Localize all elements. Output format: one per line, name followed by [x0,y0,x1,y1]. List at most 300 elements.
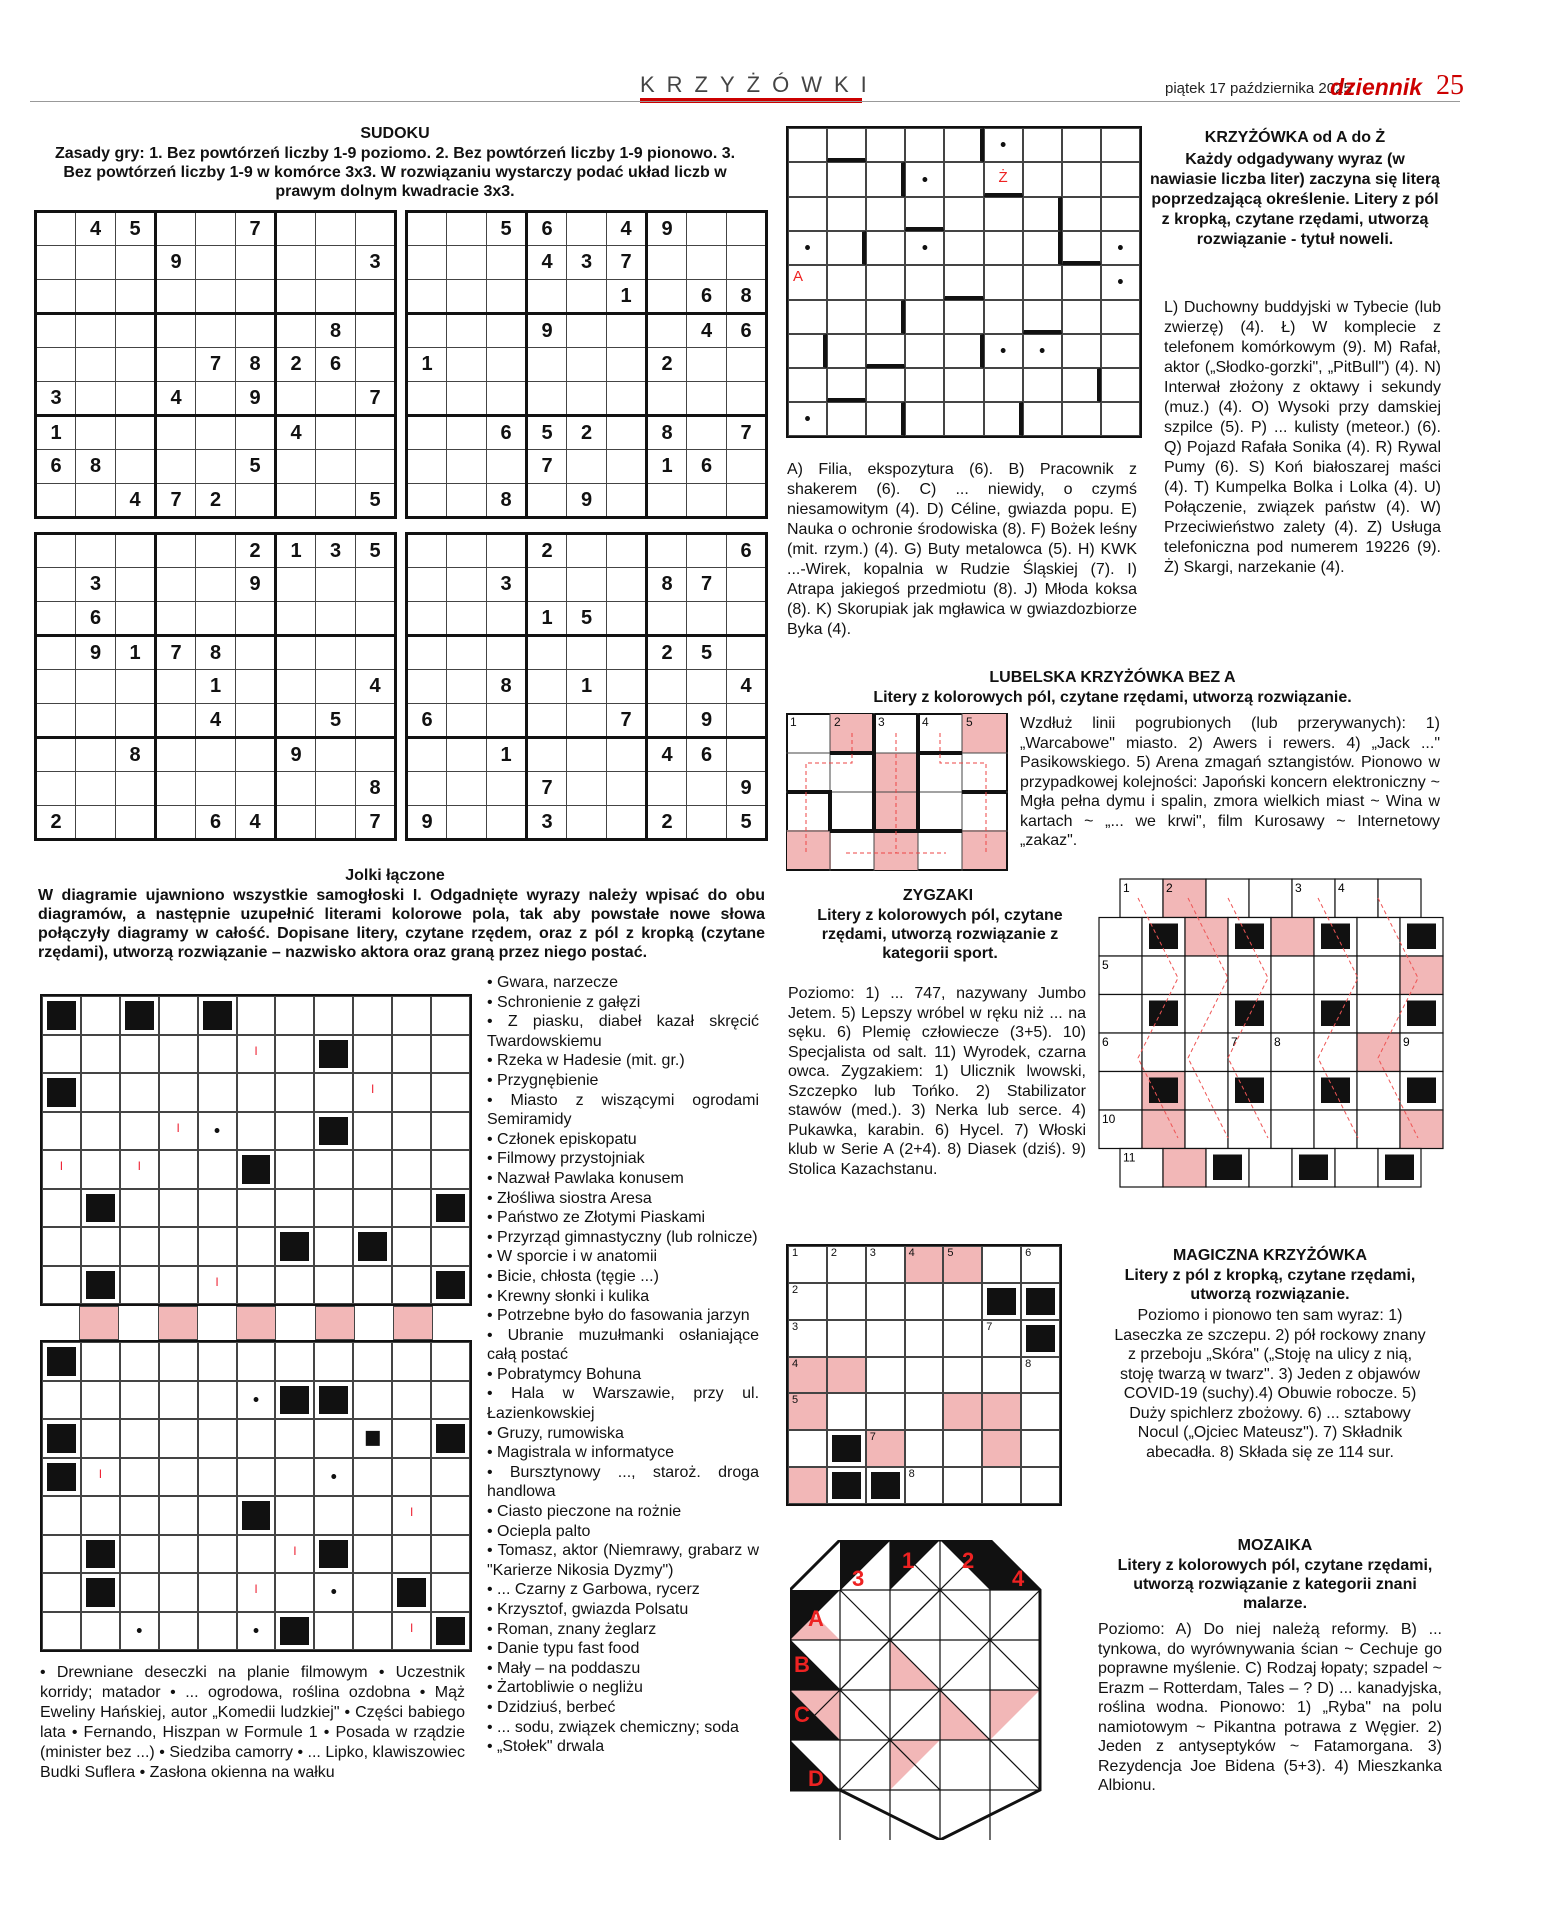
sudoku-cell[interactable] [727,212,767,246]
grid-cell[interactable] [198,1342,237,1381]
grid-cell[interactable] [237,1227,276,1266]
grid-cell[interactable] [431,1035,470,1074]
grid-cell[interactable] [431,1535,470,1574]
grid-cell[interactable] [866,1283,905,1320]
grid-cell[interactable] [905,162,944,197]
sudoku-cell[interactable]: 2 [567,416,607,450]
zygzaki-cell[interactable] [1271,918,1314,957]
grid-cell[interactable] [353,1112,392,1151]
sudoku-cell[interactable] [487,704,527,738]
sudoku-cell[interactable] [76,382,116,416]
grid-cell[interactable] [392,1035,431,1074]
sudoku-cell[interactable] [356,314,396,348]
grid-cell[interactable]: A [788,265,827,299]
sudoku-cell[interactable] [647,704,687,738]
sudoku-cell[interactable] [727,450,767,484]
grid-cell[interactable] [1023,265,1062,299]
sudoku-cell[interactable]: 7 [156,484,196,518]
grid-cell[interactable] [788,300,827,334]
grid-cell[interactable] [827,300,866,334]
sudoku-cell[interactable]: 9 [76,636,116,670]
sudoku-cell[interactable] [316,382,356,416]
grid-cell[interactable] [827,368,866,402]
sudoku-cell[interactable]: 8 [236,348,276,382]
grid-cell[interactable] [81,1266,120,1305]
grid-cell[interactable] [353,1227,392,1266]
zygzaki-cell[interactable] [1357,1110,1400,1149]
grid-cell[interactable]: I [275,1535,314,1574]
sudoku-cell[interactable] [196,280,236,314]
grid-cell[interactable] [1101,334,1140,368]
sudoku-cell[interactable] [76,246,116,280]
sudoku-cell[interactable]: 7 [727,416,767,450]
sudoku-cell[interactable] [76,348,116,382]
sudoku-cell[interactable] [316,738,356,772]
grid-cell[interactable] [827,128,866,162]
grid-cell[interactable] [827,1430,866,1467]
grid-cell[interactable] [120,1112,159,1151]
grid-cell[interactable] [431,1150,470,1189]
grid-cell[interactable] [120,1189,159,1228]
grid-cell[interactable] [982,1467,1021,1504]
sudoku-cell[interactable] [447,348,487,382]
grid-cell[interactable] [392,1381,431,1420]
grid-cell[interactable] [120,1419,159,1458]
sudoku-cell[interactable]: 4 [727,670,767,704]
grid-cell[interactable] [392,1419,431,1458]
sudoku-cell[interactable] [196,450,236,484]
sudoku-cell[interactable] [567,738,607,772]
sudoku-cell[interactable]: 6 [687,280,727,314]
sudoku-cell[interactable] [447,738,487,772]
grid-cell[interactable] [1062,334,1101,368]
zygzaki-cell[interactable] [1271,1110,1314,1149]
grid-cell[interactable] [905,1320,944,1357]
sudoku-cell[interactable] [236,670,276,704]
sudoku-cell[interactable] [607,568,647,602]
grid-cell[interactable] [788,231,827,265]
sudoku-cell[interactable]: 7 [527,450,567,484]
sudoku-cell[interactable] [36,534,76,568]
sudoku-cell[interactable]: 3 [527,806,567,840]
sudoku-cell[interactable]: 7 [236,212,276,246]
grid-cell[interactable] [788,1430,827,1467]
sudoku-cell[interactable] [276,246,316,280]
grid-cell[interactable] [944,162,983,197]
grid-cell[interactable] [275,1496,314,1535]
sudoku-cell[interactable] [527,568,567,602]
grid-cell[interactable] [42,1227,81,1266]
sudoku-cell[interactable] [447,484,487,518]
sudoku-cell[interactable] [447,568,487,602]
sudoku-cell[interactable] [196,416,236,450]
sudoku-cell[interactable]: 5 [116,212,156,246]
grid-cell[interactable] [159,1073,198,1112]
sudoku-cell[interactable] [236,772,276,806]
sudoku-cell[interactable] [687,382,727,416]
grid-cell[interactable] [431,1612,470,1651]
grid-cell[interactable] [237,1150,276,1189]
zygzaki-cell[interactable] [1357,1033,1400,1072]
sudoku-cell[interactable] [316,416,356,450]
sudoku-cell[interactable]: 7 [356,382,396,416]
grid-cell[interactable] [905,265,944,299]
sudoku-cell[interactable] [196,738,236,772]
grid-cell[interactable] [431,1342,470,1381]
grid-cell[interactable] [42,1266,81,1305]
sudoku-cell[interactable]: 9 [567,484,607,518]
sudoku-cell[interactable] [447,314,487,348]
sudoku-cell[interactable] [316,450,356,484]
grid-cell[interactable] [275,1419,314,1458]
grid-cell[interactable] [788,1283,827,1320]
sudoku-cell[interactable] [276,704,316,738]
grid-cell[interactable] [120,1612,159,1651]
grid-cell[interactable] [120,1073,159,1112]
grid-cell[interactable] [159,1150,198,1189]
sudoku-cell[interactable]: 7 [687,568,727,602]
zygzaki-cell[interactable] [1142,1110,1185,1149]
sudoku-cell[interactable] [487,636,527,670]
sudoku-cell[interactable]: 9 [527,314,567,348]
grid-cell[interactable] [1101,162,1140,197]
grid-cell[interactable] [159,1458,198,1497]
grid-cell[interactable] [353,1458,392,1497]
sudoku-cell[interactable]: 9 [727,772,767,806]
sudoku-cell[interactable]: 3 [76,568,116,602]
sudoku-cell[interactable]: 4 [607,212,647,246]
grid-cell[interactable] [353,1342,392,1381]
grid-cell[interactable] [275,1342,314,1381]
sudoku-cell[interactable] [76,534,116,568]
sudoku-cell[interactable] [407,416,447,450]
sudoku-cell[interactable] [316,280,356,314]
sudoku-cell[interactable] [236,704,276,738]
sudoku-cell[interactable]: 8 [316,314,356,348]
zygzaki-cell[interactable] [1185,1033,1228,1072]
grid-cell[interactable] [788,334,827,368]
sudoku-cell[interactable] [276,382,316,416]
sudoku-cell[interactable] [116,534,156,568]
grid-cell[interactable] [1023,368,1062,402]
sudoku-cell[interactable] [316,806,356,840]
grid-cell[interactable] [788,162,827,197]
grid-cell[interactable] [42,1535,81,1574]
grid-cell[interactable] [866,1430,905,1467]
jolki-link-cell[interactable] [393,1306,433,1340]
sudoku-cell[interactable] [156,738,196,772]
grid-cell[interactable]: Ż [984,162,1023,197]
sudoku-cell[interactable] [527,704,567,738]
grid-cell[interactable] [314,1458,353,1497]
sudoku-cell[interactable] [316,212,356,246]
sudoku-cell[interactable] [447,280,487,314]
grid-cell[interactable] [788,368,827,402]
sudoku-cell[interactable] [647,602,687,636]
sudoku-cell[interactable] [36,348,76,382]
sudoku-cell[interactable] [156,670,196,704]
sudoku-cell[interactable]: 3 [36,382,76,416]
sudoku-cell[interactable] [607,450,647,484]
grid-cell[interactable] [275,1612,314,1651]
grid-cell[interactable] [237,1073,276,1112]
sudoku-cell[interactable] [727,348,767,382]
sudoku-cell[interactable]: 6 [687,738,727,772]
sudoku-cell[interactable] [687,602,727,636]
grid-cell[interactable] [275,1458,314,1497]
grid-cell[interactable] [159,1266,198,1305]
grid-cell[interactable] [120,1573,159,1612]
zygzaki-cell[interactable] [1185,918,1228,957]
sudoku-cell[interactable] [36,602,76,636]
sudoku-cell[interactable] [356,212,396,246]
grid-cell[interactable] [431,1381,470,1420]
sudoku-cell[interactable] [356,568,396,602]
grid-cell[interactable] [866,368,905,402]
grid-cell[interactable] [198,1189,237,1228]
sudoku-cell[interactable] [356,602,396,636]
sudoku-cell[interactable] [567,772,607,806]
grid-cell[interactable] [392,1150,431,1189]
sudoku-cell[interactable] [356,450,396,484]
sudoku-cell[interactable] [567,280,607,314]
sudoku-cell[interactable] [196,212,236,246]
sudoku-cell[interactable] [116,246,156,280]
sudoku-cell[interactable] [276,450,316,484]
grid-cell[interactable] [905,1430,944,1467]
sudoku-cell[interactable]: 8 [647,568,687,602]
sudoku-cell[interactable] [687,670,727,704]
sudoku-cell[interactable] [407,670,447,704]
sudoku-cell[interactable] [116,568,156,602]
sudoku-cell[interactable] [567,348,607,382]
sudoku-cell[interactable] [447,636,487,670]
grid-cell[interactable] [431,1496,470,1535]
sudoku-cell[interactable] [36,568,76,602]
grid-cell[interactable] [237,1612,276,1651]
grid-cell[interactable] [982,1357,1021,1394]
sudoku-cell[interactable] [196,568,236,602]
sudoku-cell[interactable] [236,416,276,450]
grid-cell[interactable] [159,1573,198,1612]
grid-cell[interactable] [1101,128,1140,162]
sudoku-cell[interactable] [407,246,447,280]
sudoku-cell[interactable] [567,636,607,670]
grid-cell[interactable] [1062,197,1101,231]
mozaika-grid[interactable] [790,1540,1090,1840]
grid-cell[interactable] [314,1535,353,1574]
sudoku-cell[interactable] [276,602,316,636]
zygzaki-cell[interactable] [1163,1149,1206,1188]
grid-cell[interactable] [392,996,431,1035]
sudoku-cell[interactable] [487,806,527,840]
sudoku-cell[interactable]: 9 [236,382,276,416]
sudoku-cell[interactable] [447,704,487,738]
grid-cell[interactable] [827,334,866,368]
sudoku-cell[interactable] [447,416,487,450]
grid-cell[interactable] [905,334,944,368]
sudoku-cell[interactable] [116,382,156,416]
grid-cell[interactable] [159,1342,198,1381]
sudoku-cell[interactable] [356,738,396,772]
sudoku-cell[interactable]: 6 [407,704,447,738]
grid-cell[interactable] [1021,1320,1060,1357]
sudoku-cell[interactable] [236,738,276,772]
sudoku-cell[interactable]: 6 [76,602,116,636]
zygzaki-cell[interactable] [1099,995,1142,1034]
grid-cell[interactable] [198,1227,237,1266]
sudoku-cell[interactable] [156,602,196,636]
grid-cell[interactable] [788,1467,827,1504]
grid-cell[interactable] [42,1342,81,1381]
jolki-link-cell[interactable] [236,1306,276,1340]
sudoku-cell[interactable]: 3 [316,534,356,568]
grid-cell[interactable] [81,1573,120,1612]
zygzaki-cell[interactable] [1271,1072,1314,1111]
sudoku-cell[interactable]: 1 [196,670,236,704]
sudoku-cell[interactable]: 4 [156,382,196,416]
grid-cell[interactable] [392,1266,431,1305]
sudoku-grid-2[interactable] [405,210,768,519]
sudoku-cell[interactable]: 2 [236,534,276,568]
sudoku-cell[interactable] [607,602,647,636]
grid-cell[interactable] [198,1612,237,1651]
sudoku-cell[interactable] [447,246,487,280]
grid-cell[interactable] [314,1419,353,1458]
sudoku-cell[interactable] [76,484,116,518]
grid-cell[interactable] [120,1035,159,1074]
sudoku-cell[interactable]: 6 [316,348,356,382]
sudoku-cell[interactable] [36,636,76,670]
grid-cell[interactable] [120,1458,159,1497]
sudoku-cell[interactable] [447,382,487,416]
grid-cell[interactable] [353,1381,392,1420]
zygzaki-cell[interactable] [1142,956,1185,995]
grid-cell[interactable] [120,1496,159,1535]
sudoku-cell[interactable] [567,382,607,416]
grid-cell[interactable] [431,1189,470,1228]
grid-cell[interactable] [198,1112,237,1151]
sudoku-cell[interactable] [407,484,447,518]
grid-cell[interactable] [198,1035,237,1074]
sudoku-cell[interactable] [116,602,156,636]
sudoku-cell[interactable]: 9 [647,212,687,246]
sudoku-cell[interactable]: 8 [487,484,527,518]
sudoku-cell[interactable] [527,348,567,382]
sudoku-cell[interactable] [447,450,487,484]
zygzaki-cell[interactable] [1228,1110,1271,1149]
grid-cell[interactable] [943,1393,982,1430]
sudoku-cell[interactable]: 9 [156,246,196,280]
sudoku-cell[interactable] [687,348,727,382]
grid-cell[interactable] [353,1573,392,1612]
grid-cell[interactable]: I [120,1150,159,1189]
sudoku-cell[interactable] [607,670,647,704]
sudoku-cell[interactable] [236,314,276,348]
sudoku-cell[interactable] [156,416,196,450]
grid-cell[interactable] [827,265,866,299]
grid-cell[interactable] [314,1150,353,1189]
grid-cell[interactable]: I [353,1073,392,1112]
sudoku-cell[interactable]: 9 [407,806,447,840]
sudoku-cell[interactable] [36,212,76,246]
grid-cell[interactable] [159,1612,198,1651]
sudoku-cell[interactable] [647,246,687,280]
zygzaki-cell[interactable] [1314,956,1357,995]
grid-cell[interactable] [866,197,905,231]
grid-cell[interactable] [866,1393,905,1430]
grid-cell[interactable] [237,1381,276,1420]
sudoku-cell[interactable]: 8 [647,416,687,450]
sudoku-cell[interactable]: 3 [567,246,607,280]
sudoku-cell[interactable] [356,416,396,450]
grid-cell[interactable] [42,1035,81,1074]
grid-cell[interactable] [827,162,866,197]
grid-cell[interactable] [905,231,944,265]
sudoku-cell[interactable]: 6 [36,450,76,484]
grid-cell[interactable] [159,1381,198,1420]
sudoku-cell[interactable] [76,670,116,704]
sudoku-cell[interactable]: 8 [356,772,396,806]
sudoku-cell[interactable] [407,450,447,484]
jolki-link-cell[interactable] [315,1306,355,1340]
sudoku-cell[interactable] [607,416,647,450]
grid-cell[interactable] [866,162,905,197]
sudoku-cell[interactable] [687,484,727,518]
zygzaki-cell[interactable] [1185,956,1228,995]
sudoku-cell[interactable] [407,772,447,806]
grid-cell[interactable] [431,1419,470,1458]
sudoku-cell[interactable] [36,484,76,518]
sudoku-cell[interactable] [527,738,567,772]
grid-cell[interactable] [314,1227,353,1266]
sudoku-cell[interactable]: 5 [316,704,356,738]
grid-cell[interactable] [275,996,314,1035]
jolki-grid-top[interactable] [40,994,472,1306]
grid-cell[interactable] [905,1283,944,1320]
grid-cell[interactable] [275,1073,314,1112]
grid-cell[interactable] [827,1246,866,1283]
grid-cell[interactable] [314,1073,353,1112]
sudoku-cell[interactable]: 1 [36,416,76,450]
grid-cell[interactable] [1062,231,1101,265]
grid-cell[interactable] [827,1357,866,1394]
grid-cell[interactable] [827,197,866,231]
grid-cell[interactable] [1062,300,1101,334]
grid-cell[interactable] [984,334,1023,368]
grid-cell[interactable] [905,1467,944,1504]
grid-cell[interactable] [866,1357,905,1394]
sudoku-cell[interactable]: 9 [687,704,727,738]
grid-cell[interactable] [827,1393,866,1430]
sudoku-cell[interactable] [156,568,196,602]
grid-cell[interactable] [943,1320,982,1357]
sudoku-cell[interactable] [276,670,316,704]
grid-cell[interactable] [353,1419,392,1458]
sudoku-cell[interactable]: 8 [487,670,527,704]
grid-cell[interactable] [42,996,81,1035]
sudoku-cell[interactable] [687,246,727,280]
grid-cell[interactable] [198,996,237,1035]
sudoku-cell[interactable] [447,772,487,806]
sudoku-cell[interactable]: 9 [236,568,276,602]
sudoku-cell[interactable]: 2 [647,348,687,382]
sudoku-cell[interactable] [607,382,647,416]
grid-cell[interactable] [392,1573,431,1612]
grid-cell[interactable] [237,1419,276,1458]
sudoku-cell[interactable]: 7 [156,636,196,670]
sudoku-cell[interactable]: 4 [527,246,567,280]
